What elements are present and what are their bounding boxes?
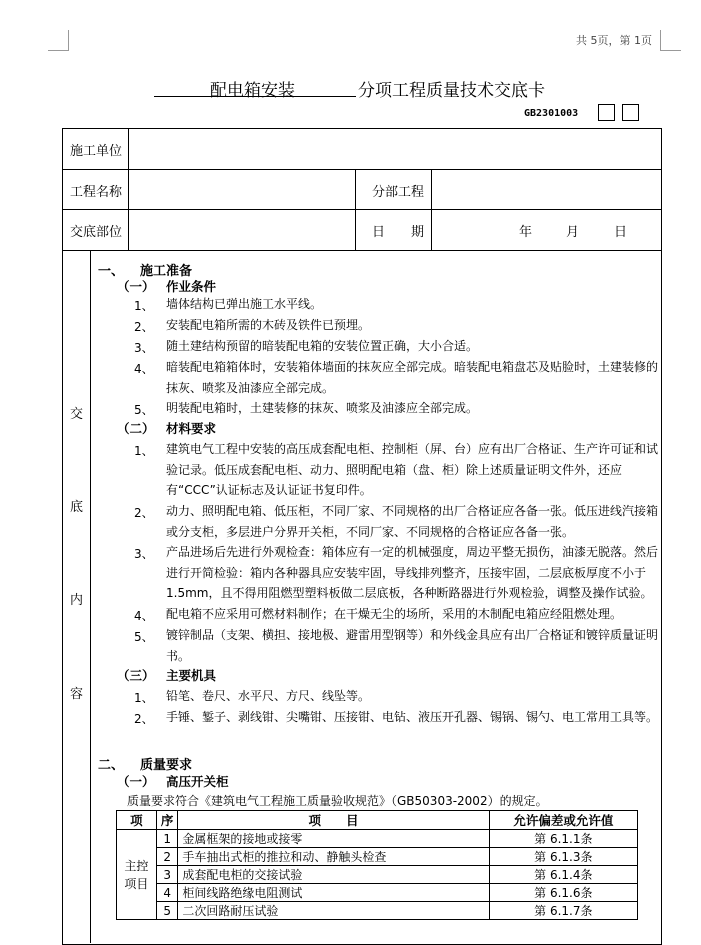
item-number: 1、 bbox=[134, 444, 154, 458]
title-subject: 配电箱安装 bbox=[210, 81, 295, 101]
item-number: 1、 bbox=[134, 691, 154, 705]
title-suffix: 分项工程质量技术交底卡 bbox=[358, 81, 545, 101]
item-text: 配电箱不应采用可燃材料制作；在干燥无尘的场所，采用的木制配电箱应经阻燃处理。 bbox=[166, 607, 623, 621]
subsection-title: 主要机具 bbox=[166, 668, 217, 683]
date-year: 年 bbox=[519, 225, 533, 240]
row-item: 二次回路耐压试验 bbox=[178, 902, 489, 920]
title-underline bbox=[154, 96, 356, 97]
side-label-char: 内 bbox=[70, 593, 84, 608]
header-item: 项 目 bbox=[178, 811, 489, 830]
division-label: 分部工程 bbox=[372, 185, 425, 200]
item-text: 镀锌制品（支架、横担、接地极、避雷用型钢等）和外线金具应有出厂合格证和镀锌质量证明书。 bbox=[166, 628, 659, 663]
subsection-number: （二） bbox=[117, 421, 155, 436]
subsection-number: （一） bbox=[117, 774, 155, 789]
item-text: 暗装配电箱箱体时，安装箱体墙面的抹灰应全部完成。暗装配电箱盘芯及贴脸时，土建装修的抹灰、喷浆及油漆应全部完成。 bbox=[166, 360, 659, 395]
item-text: 动力、照明配电箱、低压柜，不同厂家、不同规格的出厂合格证应各备一张。低压进线汽接箱或分支柜，多层进户分界开关柜，不同厂家、不同规格的合格证应各备一张。 bbox=[166, 504, 659, 539]
document-code: GB2301003 bbox=[524, 108, 579, 119]
item-text: 产品进场后先进行外观检查：箱体应有一定的机械强度，周边平整无损伤，油漆无脱落。然后进行开简检验：箱内各种器具应安装牢固，导线排列整齐，压接牢固，二层底板厚度不小于1.5mm，且不得用阻燃型塑料板做二层底板，各种断路器进行外观检验，调整及操作试验。 bbox=[166, 545, 659, 601]
row-seq: 4 bbox=[156, 884, 178, 902]
header-category: 项 bbox=[117, 811, 157, 830]
item-text: 明装配电箱时，土建装修的抹灰、喷浆及油漆应全部完成。 bbox=[166, 401, 479, 415]
date-label: 日 期 bbox=[372, 225, 425, 240]
item-number: 4、 bbox=[134, 609, 154, 623]
group-label: 主控项目 bbox=[117, 830, 157, 920]
row-value: 第 6.1.1条 bbox=[489, 830, 637, 848]
row-value: 第 6.1.7条 bbox=[489, 902, 637, 920]
item-text: 铅笔、卷尺、水平尺、方尺、线坠等。 bbox=[166, 689, 371, 703]
item-text: 建筑电气工程中安装的高压成套配电柜、控制柜（屏、台）应有出厂合格证、生产许可证和试验记录。低压成套配电柜、动力、照明配电箱（盘、柜）除上述质量证明文件外，还应有“CCC”认证标志及认证证书复印件。 bbox=[166, 442, 659, 498]
section-number: 一、 bbox=[98, 264, 125, 279]
location-label: 交底部位 bbox=[70, 225, 123, 240]
project-label: 工程名称 bbox=[70, 185, 123, 200]
item-number: 3、 bbox=[134, 547, 154, 561]
item-number: 2、 bbox=[134, 712, 154, 726]
row-value: 第 6.1.4条 bbox=[489, 866, 637, 884]
side-label-char: 交 bbox=[70, 407, 84, 422]
date-day: 日 bbox=[614, 225, 628, 240]
subsection-number: （一） bbox=[117, 279, 155, 294]
checkbox-1[interactable] bbox=[598, 104, 615, 121]
row-seq: 5 bbox=[156, 902, 178, 920]
section-title: 质量要求 bbox=[140, 758, 193, 773]
row-divider bbox=[62, 169, 661, 170]
item-text: 安装配电箱所需的木砖及铁件已预埋。 bbox=[166, 318, 371, 332]
table-header-row bbox=[117, 811, 638, 830]
page-info: 共 5页，第 1页 bbox=[576, 34, 652, 47]
section-title: 施工准备 bbox=[140, 264, 193, 279]
table-row bbox=[117, 830, 638, 848]
item-number: 5、 bbox=[134, 403, 154, 417]
col-divider bbox=[128, 128, 129, 250]
row-seq: 2 bbox=[156, 848, 178, 866]
side-divider bbox=[90, 250, 91, 943]
row-value: 第 6.1.6条 bbox=[489, 884, 637, 902]
unit-label: 施工单位 bbox=[70, 144, 123, 159]
item-number: 4、 bbox=[134, 362, 154, 376]
row-item: 柜间线路绝缘电阻测试 bbox=[178, 884, 489, 902]
header-seq: 序 bbox=[156, 811, 178, 830]
item-number: 1、 bbox=[134, 299, 154, 313]
crop-mark-left bbox=[48, 30, 69, 51]
row-item: 金属框架的接地或接零 bbox=[178, 830, 489, 848]
subsection-number: （三） bbox=[117, 668, 155, 683]
header-value: 允许偏差或允许值 bbox=[489, 811, 637, 830]
table-row bbox=[117, 866, 638, 884]
row-seq: 1 bbox=[156, 830, 178, 848]
item-text: 墙体结构已弹出施工水平线。 bbox=[166, 297, 323, 311]
subsection-title: 材料要求 bbox=[166, 421, 217, 436]
checkbox-2[interactable] bbox=[622, 104, 639, 121]
item-number: 2、 bbox=[134, 320, 154, 334]
row-item: 手车抽出式柜的推拉和动、静触头检查 bbox=[178, 848, 489, 866]
subsection-title: 高压开关柜 bbox=[166, 774, 229, 789]
subsection-title: 作业条件 bbox=[166, 279, 217, 294]
side-label-char: 容 bbox=[70, 687, 84, 702]
section-number: 二、 bbox=[98, 758, 125, 773]
row-value: 第 6.1.3条 bbox=[489, 848, 637, 866]
quality-standard-text: 质量要求符合《建筑电气工程施工质量验收规范》（GB50303-2002）的规定。 bbox=[127, 794, 548, 808]
row-item: 成套配电柜的交接试验 bbox=[178, 866, 489, 884]
col-divider bbox=[431, 169, 432, 250]
table-row bbox=[117, 884, 638, 902]
crop-mark-right bbox=[660, 30, 681, 51]
item-number: 2、 bbox=[134, 506, 154, 520]
table-row bbox=[117, 902, 638, 920]
item-text: 手锤、錾子、剥线钳、尖嘴钳、压接钳、电钻、液压开孔器、锡锅、锡勺、电工常用工具等。 bbox=[166, 710, 659, 724]
side-label-char: 底 bbox=[70, 500, 84, 515]
quality-table bbox=[116, 810, 638, 920]
item-number: 5、 bbox=[134, 630, 154, 644]
col-divider bbox=[355, 169, 356, 250]
item-text: 随土建结构预留的暗装配电箱的安装位置正确，大小合适。 bbox=[166, 339, 479, 353]
row-divider bbox=[62, 209, 661, 210]
row-divider bbox=[62, 250, 661, 251]
table-row bbox=[117, 848, 638, 866]
date-month: 月 bbox=[566, 225, 580, 240]
item-number: 3、 bbox=[134, 341, 154, 355]
row-seq: 3 bbox=[156, 866, 178, 884]
